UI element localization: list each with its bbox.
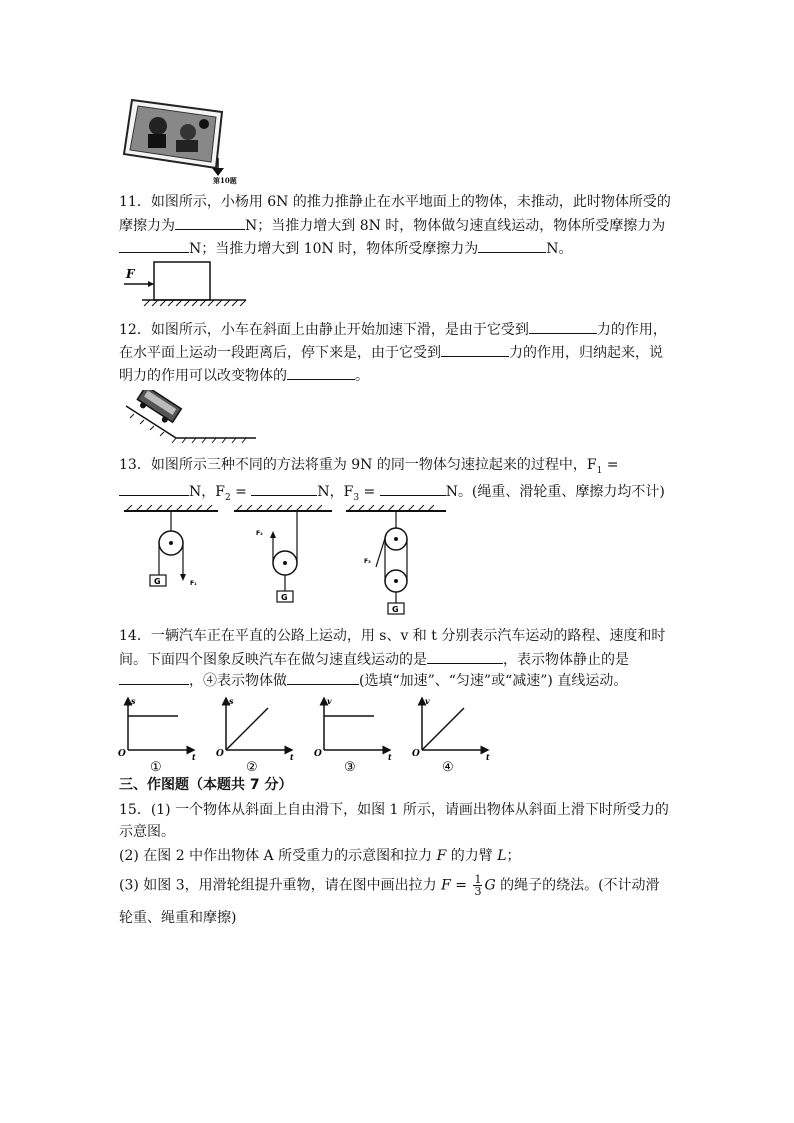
q14-blank-2[interactable] bbox=[119, 670, 189, 685]
push-block-figure bbox=[120, 258, 250, 308]
q15-line5: 轮重、绳重和摩擦) bbox=[119, 910, 237, 926]
force-label: F bbox=[126, 267, 135, 281]
q15-line4-G: G bbox=[484, 877, 496, 894]
graph-2-xaxis: t bbox=[290, 752, 294, 762]
graph-4-origin: O bbox=[412, 749, 420, 759]
graph-1-yaxis: s bbox=[131, 696, 136, 706]
q13-blank-2[interactable] bbox=[251, 481, 317, 496]
q13-n1: N，F bbox=[189, 484, 225, 500]
q15-line3b: 的力臂 bbox=[446, 848, 498, 864]
graph-2-yaxis: s bbox=[229, 696, 234, 706]
graph-2 bbox=[216, 696, 294, 774]
frac-denominator: 3 bbox=[474, 885, 482, 898]
q13-line1-text: 13．如图所示三种不同的方法将重为 9N 的同一物体匀速拉起来的过程中，F bbox=[119, 457, 597, 473]
graph-1 bbox=[118, 696, 196, 774]
graph-1-origin: O bbox=[118, 749, 126, 759]
q14-line1 bbox=[119, 626, 665, 646]
graph-3-xaxis: t bbox=[388, 752, 392, 762]
q14-line2a: 间。下面四个图象反映汽车在做匀速直线运动的是 bbox=[119, 652, 427, 668]
q13-sub-1: 1 bbox=[596, 465, 603, 476]
q12-line2 bbox=[119, 342, 663, 363]
q11-line2 bbox=[119, 215, 665, 236]
q11-line1: 11．如图所示，小杨用 6N 的推力推静止在水平地面上的物体，未推动，此时物体所受的 bbox=[119, 194, 671, 210]
q15-line4 bbox=[119, 874, 660, 897]
q13-sub-3: 3 bbox=[353, 492, 360, 503]
q15-line4b: 的绳子的绕法。(不计动滑 bbox=[495, 877, 660, 894]
graph-4-yaxis: v bbox=[425, 696, 430, 706]
q12-line3a: 明力的作用可以改变物体的 bbox=[119, 368, 287, 384]
q14-line3a: ，④表示物体做 bbox=[189, 673, 287, 689]
graph-1-xaxis: t bbox=[192, 752, 196, 762]
graph-4-label: ④ bbox=[442, 760, 454, 774]
graph-3-origin: O bbox=[314, 749, 322, 759]
q14-blank-1[interactable] bbox=[427, 649, 503, 664]
fraction-one-third bbox=[473, 874, 482, 897]
q13-eq2: = bbox=[230, 484, 247, 500]
q14-line2b: ，表示物体静止的是 bbox=[503, 652, 629, 668]
q11-line3b: N。 bbox=[546, 241, 573, 257]
q13-blank-1[interactable] bbox=[119, 481, 189, 496]
f1-label: F₁ bbox=[190, 580, 197, 587]
f2-label: F₂ bbox=[256, 530, 263, 537]
weight-g-1: G bbox=[154, 577, 161, 586]
graph-4-xaxis: t bbox=[486, 752, 490, 762]
weight-g-2: G bbox=[281, 593, 288, 602]
q12-blank-1[interactable] bbox=[529, 319, 597, 334]
q15-line1: 15．(1) 一个物体从斜面上自由滑下，如图 1 所示，请画出物体从斜面上滑下时所受力的 bbox=[119, 802, 669, 818]
incline-cart-figure bbox=[120, 390, 260, 446]
q15-line4a: (3) 如图 3，用滑轮组提升重物，请在图中画出拉力 bbox=[119, 877, 442, 894]
q15-line3a: (2) 在图 2 中作出物体 A 所受重力的示意图和拉力 bbox=[119, 848, 437, 864]
q11-blank-1[interactable] bbox=[175, 215, 245, 230]
q12-line2a: 在水平面上运动一段距离后，停下来是，由于它受到 bbox=[119, 345, 441, 361]
q13-sub-2: 2 bbox=[224, 492, 231, 503]
photo-caption: 第10题 bbox=[213, 176, 237, 185]
q12-line1a: 12．如图所示，小车在斜面上由静止开始加速下滑，是由于它受到 bbox=[119, 322, 529, 338]
q14-line3b: (选填“加速”、“匀速”或“减速”) 直线运动。 bbox=[359, 673, 628, 689]
q15-line3-F: F bbox=[436, 848, 447, 864]
q13-blank-3[interactable] bbox=[380, 481, 446, 496]
q11-line3 bbox=[119, 238, 572, 259]
q15-line3 bbox=[119, 846, 520, 866]
q15-line4-F: F bbox=[441, 877, 451, 894]
q11-line2a: 摩擦力为 bbox=[119, 218, 175, 234]
graph-3 bbox=[314, 696, 392, 774]
weight-g-3: G bbox=[392, 605, 399, 614]
q15-line3-L: L bbox=[497, 848, 507, 864]
q12-line3b: 。 bbox=[355, 368, 369, 384]
q13-line1-end: = bbox=[602, 457, 619, 473]
q13-eq3: = bbox=[359, 484, 376, 500]
graph-2-origin: O bbox=[216, 749, 224, 759]
graph-3-label: ③ bbox=[344, 760, 356, 774]
q14-line1-text: 14．一辆汽车正在平直的公路上运动，用 s、v 和 t 分别表示汽车运动的路程、速度和时 bbox=[119, 628, 666, 644]
q12-line3 bbox=[119, 365, 369, 386]
q12-blank-2[interactable] bbox=[441, 342, 509, 357]
q15-line3c: ； bbox=[506, 848, 521, 864]
q14-blank-3[interactable] bbox=[287, 670, 359, 685]
q12-blank-3[interactable] bbox=[287, 365, 355, 380]
q12-line2b: 力的作用，归纳起来，说 bbox=[509, 345, 663, 361]
q11-line2b: N；当推力增大到 8N 时，物体做匀速直线运动，物体所受摩擦力为 bbox=[245, 218, 666, 234]
q15-line4-eq: = bbox=[450, 877, 472, 894]
q15-line2: 示意图。 bbox=[119, 824, 175, 840]
q14-line3 bbox=[119, 670, 627, 691]
q13-n2: N，F bbox=[317, 484, 354, 500]
q11-blank-2[interactable] bbox=[119, 238, 189, 253]
q11-line3a: N；当推力增大到 10N 时，物体所受摩擦力为 bbox=[189, 241, 479, 257]
motion-graphs bbox=[116, 694, 516, 774]
graph-4 bbox=[412, 696, 490, 774]
q12-line1b: 力的作用， bbox=[596, 322, 667, 338]
q12-line1 bbox=[119, 319, 667, 340]
q14-line2 bbox=[119, 649, 629, 670]
q13-line2-end: N。(绳重、滑轮重、摩擦力均不计) bbox=[445, 484, 665, 500]
q13-line2 bbox=[119, 481, 665, 508]
f3-label: F₃ bbox=[364, 558, 371, 565]
q11-blank-3[interactable] bbox=[478, 238, 546, 253]
graph-1-label: ① bbox=[150, 760, 162, 774]
photo-figure bbox=[118, 98, 238, 188]
graph-3-yaxis: v bbox=[327, 696, 332, 706]
q13-line1 bbox=[119, 455, 619, 481]
graph-2-label: ② bbox=[246, 760, 258, 774]
section-3-title: 三、作图题（本题共 7 分） bbox=[119, 777, 293, 793]
pulley-figures bbox=[120, 505, 450, 623]
frac-numerator: 1 bbox=[474, 873, 482, 886]
